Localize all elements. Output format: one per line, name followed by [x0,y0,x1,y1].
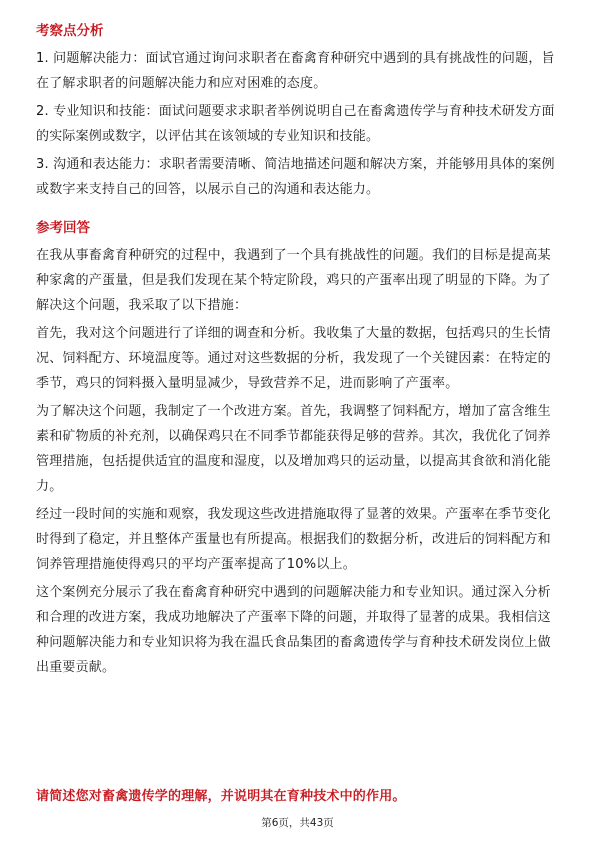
answer-paragraph-2: 首先，我对这个问题进行了详细的调查和分析。我收集了大量的数据，包括鸡只的生长情况、饲料配方、环境温度等。通过对这些数据的分析，我发现了一个关键因素：在特定的季节，鸡只的饲料摄入量明显减少，导致营养不足，进而影响了产蛋率。 [36,326,551,391]
section-spacer [36,205,560,219]
answer-paragraph-5: 这个案例充分展示了我在畜禽育种研究中遇到的问题解决能力和专业知识。通过深入分析和合理的改进方案，我成功地解决了产蛋率下降的问题，并取得了显著的成果。我相信这种问题解决能力和专业知识将为我在温氏食品集团的畜禽遗传学与育种技术研发岗位上做出重要贡献。 [36,585,551,675]
page-number-footer: 第6页，共43页 [261,817,334,829]
page-content [36,22,560,683]
answer-paragraph-3: 为了解决这个问题，我制定了一个改进方案。首先，我调整了饲料配方，增加了富含维生素和矿物质的补充剂，以确保鸡只在不同季节都能获得足够的营养。其次，我优化了饲养管理措施，包括提供适宜的温度和湿度，以及增加鸡只的运动量，以提高其食欲和消化能力。 [36,404,551,494]
analysis-item-3: 3. 沟通和表达能力：求职者需要清晰、简洁地描述问题和解决方案，并能够用具体的案例或数字来支持自己的回答，以展示自己的沟通和表达能力。 [36,157,555,197]
answer-paragraph-4: 经过一段时间的实施和观察，我发现这些改进措施取得了显著的效果。产蛋率在季节变化时得到了稳定，并且整体产蛋量也有所提高。根据我们的数据分析，改进后的饲料配方和饲养管理措施使得鸡只的平均产蛋率提高了10%以上。 [36,507,551,572]
analysis-item-1: 1. 问题解决能力：面试官通过询问求职者在畜禽育种研究中遇到的具有挑战性的问题，旨在了解求职者的问题解决能力和应对困难的态度。 [36,51,555,91]
analysis-section-title: 考察点分析 [36,23,104,39]
answer-paragraph-1: 在我从事畜禽育种研究的过程中，我遇到了一个具有挑战性的问题。我们的目标是提高某种家禽的产蛋量，但是我们发现在某个特定阶段，鸡只的产蛋率出现了明显的下降。为了解决这个问题，我采取了以下措施： [36,248,551,313]
answer-section-title: 参考回答 [36,220,90,236]
analysis-item-2: 2. 专业知识和技能：面试问题要求求职者举例说明自己在畜禽遗传学与育种技术研发方面的实际案例或数字，以评估其在该领域的专业知识和技能。 [36,104,555,144]
next-question-heading: 请简述您对畜禽遗传学的理解，并说明其在育种技术中的作用。 [36,789,406,804]
